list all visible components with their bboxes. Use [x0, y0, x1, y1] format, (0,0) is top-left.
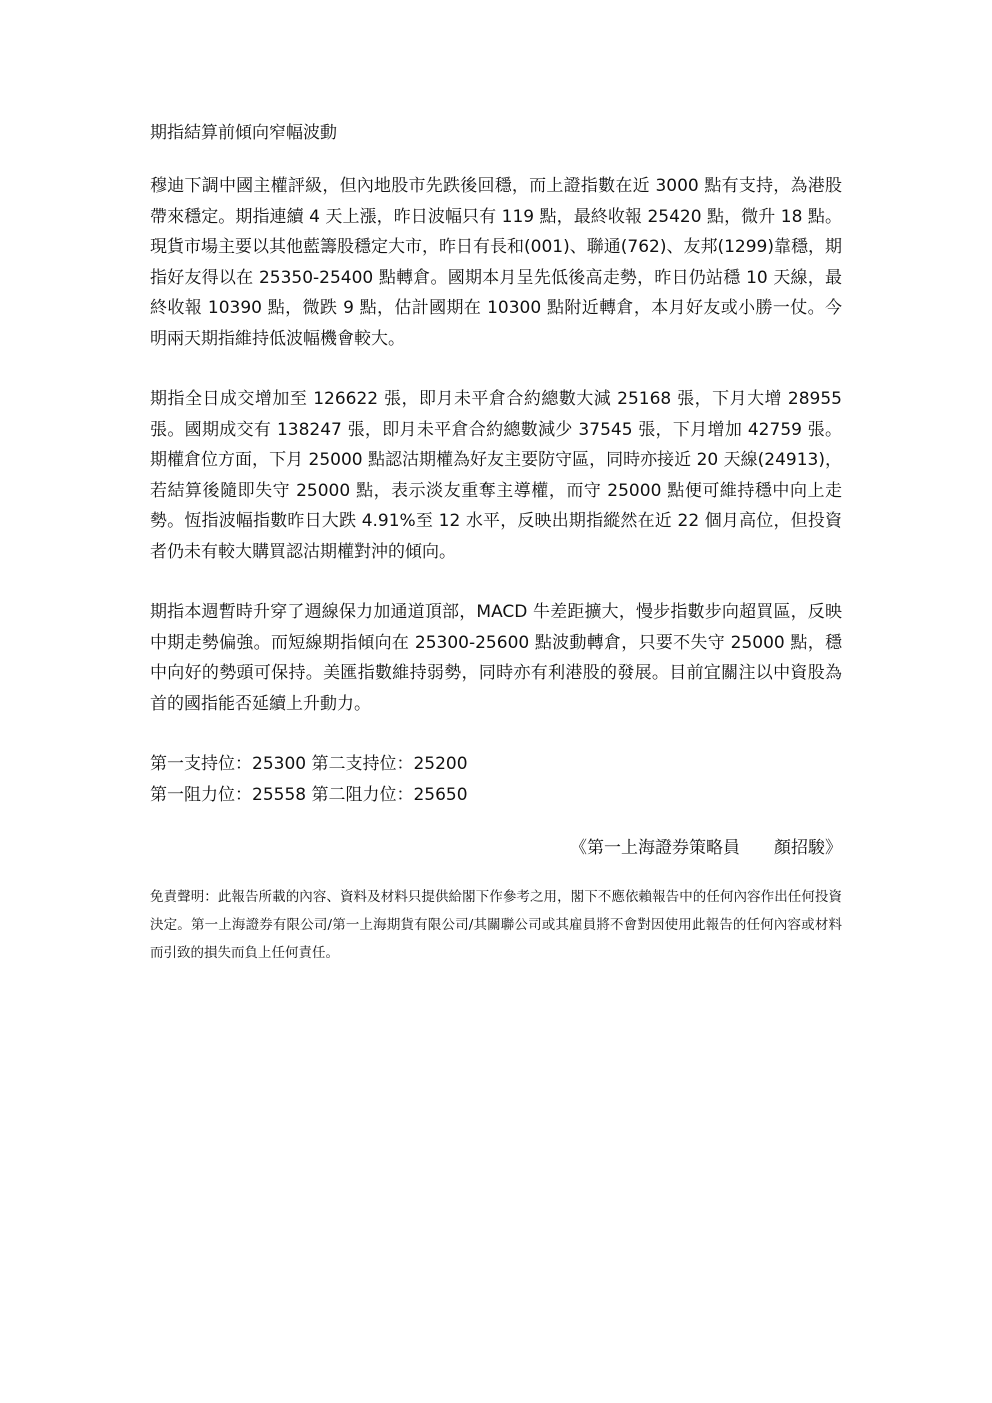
- paragraph-volume-options: 期指全日成交增加至 126622 張，即月未平倉合約總數大減 25168 張，下月大增 28955 張。國期成交有 138247 張，即月未平倉合約總數減少 37545 張，下月增加 42759 張。期權倉位方面，下月 25000 點認沽期權為好友主要防守區，同時亦接近 20 天線(24913)，若結算後隨即失守 25000 點，表示淡友重奪主導權，而守 25000 點便可維持穩中向上走勢。恆指波幅指數昨日大跌 4.91%至 12 水平，反映出期指縱然在近 22 個月高位，但投資者仍未有較大購買認沽期權對沖的傾向。: [150, 389, 842, 562]
- price-levels: [150, 749, 842, 810]
- paragraph-technical-outlook: 期指本週暫時升穿了週線保力加通道頂部，MACD 牛差距擴大，慢步指數步向超買區，反映中期走勢偏強。而短線期指傾向在 25300-25600 點波動轉倉，只要不失守 25000 點，穩中向好的勢頭可保持。美匯指數維持弱勢，同時亦有利港股的發展。目前宜關注以中資股為首的國指能否延續上升動力。: [150, 602, 842, 714]
- author-signature: 《第一上海證券策略員 顏招駿》: [570, 838, 842, 858]
- document-title: 期指結算前傾向窄幅波動: [150, 123, 337, 143]
- support-levels: 第一支持位：25300 第二支持位：25200: [150, 754, 468, 774]
- document-page: [150, 118, 842, 967]
- resistance-levels: 第一阻力位：25558 第二阻力位：25650: [150, 784, 468, 805]
- paragraph-market-summary: 穆迪下調中國主權評級，但內地股市先跌後回穩，而上證指數在近 3000 點有支持，為港股帶來穩定。期指連續 4 天上漲，昨日波幅只有 119 點，最終收報 25420 點，微升 18 點。現貨市場主要以其他藍籌股穩定大市，昨日有長和(001)、聯通(762)、友邦(1299)靠穩，期指好友得以在 25350-25400 點轉倉。國期本月呈先低後高走勢，昨日仍站穩 10 天線，最終收報 10390 點，微跌 9 點，估計國期在 10300 點附近轉倉，本月好友或小勝一仗。今明兩天期指維持低波幅機會較大。: [150, 176, 842, 349]
- disclaimer-text: 免責聲明：此報告所載的內容、資料及材料只提供給閣下作參考之用，閣下不應依賴報告中的任何內容作出任何投資決定。第一上海證券有限公司/第一上海期貨有限公司/其關聯公司或其雇員將不會對因使用此報告的任何內容或材料而引致的損失而負上任何責任。: [150, 889, 842, 961]
